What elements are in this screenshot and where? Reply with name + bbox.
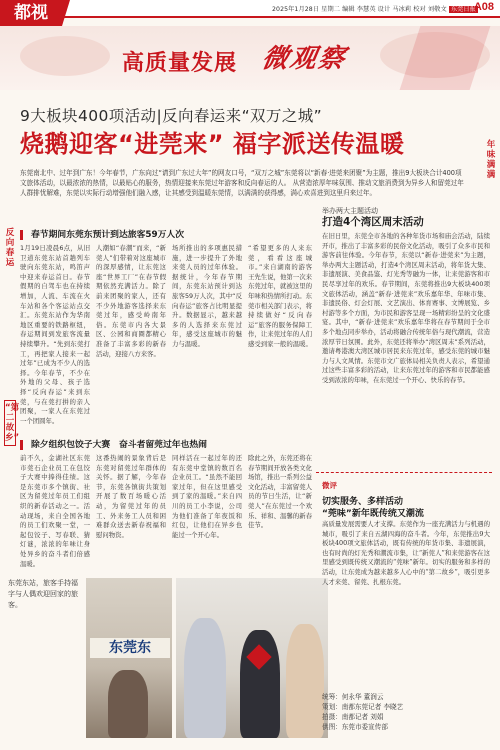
credit-line: 供图：东莞市委宣传部 (322, 723, 388, 731)
side-label-right: 年味满满 (486, 140, 496, 180)
section2-col1: 前不久，金湖社区东莞市莞石企业员工在包饺子大赛中捧得佳绩。这是东莞市多个镇街、社区为留莞过年员工们组织的新春活动之一。活动现场，来自全国各地的员工们欢聚一堂，一起包饺子、写春联、猜灯谜，浓浓的年味让身处异乡的奋斗者们倍感温暖。 (20, 454, 90, 568)
kicker: 9大板块400项活动|反向春运来“双万之城” (20, 107, 323, 125)
side-label-left: 反向春运 (5, 228, 15, 268)
section2-heading: 除夕组织包饺子大赛 奋斗者留莞过年也热闹 (20, 440, 207, 450)
lead-paragraph (20, 168, 468, 198)
photo-travelers (176, 578, 328, 738)
commentary-kicker: 切实服务、多样活动 (322, 497, 404, 507)
section-tag: 都视 (0, 0, 62, 26)
page-number: A08 (473, 1, 494, 13)
banner-stamp: 微观察 (259, 44, 349, 74)
photo-caption: 东莞东站，旅客手持福字与人偶欢迎回家的旅客。 (8, 579, 78, 609)
divider (316, 472, 492, 473)
section2-col3: 同样活在一起过年的还有东莞中堂镇的数百名企业员工。“虽然不能回家过年，但在这里感受到了家的温暖。”来自四川的员工小李说，公司为他们准备了年夜饭和红包，让他们在异乡也能过一个开心年。 (172, 454, 242, 539)
credit-line: 统筹：何永华 董润云 (322, 693, 384, 701)
banner-title: 高质量发展 (122, 46, 237, 77)
dateline-text: 2025年1月28日 星期二 编辑 李慧英 设计 马冰莉 校对 刘敬文 (272, 6, 447, 13)
person-figure (286, 624, 324, 738)
lead-text: 东莞南北中、过年到广东！今年春节，广东向过“请到广东过大年”的网友口号，“双万之城”东莞将以“新春·进莞来团聚”为主题，推出9大板块合计400项文旅体活动，以最浓浓的热情，以最贴心的服务，热情迎接来东莞过年游客和反向春运的人。 (20, 169, 462, 187)
section1-heading: 春节期间东莞东预计到达旅客59万人次 (20, 230, 184, 240)
commentary-title: “莞味”新年既传统又潮流 (322, 509, 424, 519)
section1-col4: “希望更多的人来东莞，看看这座城市。”来自湖南的游客王先生说，他第一次来东莞过年，就被这里的年味和热情所打动。东莞市相关部门表示，将持续做好“反向春运”旅客的服务保障工作，让来莞过年的人们感受到家一般的温暖。 (248, 244, 312, 348)
dateline (272, 4, 478, 13)
credit-line: 策划：南都东莞记者 李晓艺 (322, 703, 404, 711)
mascot-figure (184, 618, 226, 738)
section2-col4: 除此之外，东莞还将在春节期间开放各类文化场馆，推出一系列公益文化活动，丰富留莞人员的节日生活，让“新莞人”在东莞过一个欢乐、祥和、温馨的新春佳节。 (248, 454, 312, 530)
right-kicker: 举办两大主题活动 (322, 207, 378, 215)
credits (322, 692, 492, 732)
credit-line: 拍摄：南都记者 刘娟 (322, 713, 384, 721)
section1-col1: 1月19日凌晨6点，从旧卫道东莞东站首趟列车驶向东莞东站，鸣笛声中迎来春运首日。春节假期的自驾车也在持续增加，人流、车流在火车站和各个客运站点交汇。东莞东站作为华南地区重要的铁路枢纽，春运期间到发旅客流量持续攀升。“先到东莞打工，再把家人接来一起过年”已成为不少人的选择。今年春节，不少在外地的父母、孩子选择“反向春运”来到东莞，与在莞打拼的亲人团聚，一家人在东莞过一个团圆年。 (20, 244, 90, 425)
side-label-left-boxed: “第二故乡” (4, 400, 16, 446)
right-title: 打造4个湾区周末活动 (322, 216, 424, 228)
section2-col2: 这番热闹的景象背后是东莞对留莞过年群体的关怀。据了解，今年春节，东莞各镇街共策划开展了数百场暖心活动，为留莞过年的员工、外来务工人员和困难群众送去新春祝福和慰问物资。 (96, 454, 166, 539)
headline: 烧鹅迎客“进莞来” 福字派送传温暖 (20, 130, 405, 158)
photo-station (86, 578, 172, 738)
banner (0, 26, 500, 90)
station-sign: 东莞东 (90, 638, 170, 658)
commentary-body: 高质量发展需要人才支撑。东莞作为一座充满活力与机遇的城市，吸引了来自五湖四海的奋斗者。今年，东莞推出9大板块400项文旅体活动，既有传统的年货市集、非遗展演，也有时尚的灯光秀和潮流市集，让“新莞人”和来莞游客在这里感受到既传统又潮流的“莞味”新年。切实的服务和多样的活动，让东莞成为越来越多人心中的“第二故乡”，吸引更多人才来莞、留莞、扎根东莞。 (322, 520, 490, 586)
cloud-decoration (20, 36, 110, 76)
page-header (0, 0, 500, 23)
section1-col2: 人潮如“春潮”而来，“新莞人”们带着对这座城市的深厚感情，让东莞这座“世界工厂”在春节假期依然充满活力。除了前来团聚的家人，还有不少外地游客选择来东莞过年，感受岭南年俗。东莞市内各大景区、公园和商圈都精心准备了丰富多彩的新春活动，迎接八方来客。 (96, 244, 166, 358)
lead-text-2: 从营造浓厚年味氛围、推动文旅消费到为异乡人和留莞过年人群排忧解难，东莞以实际行动增强他们融入感，让其感受到温暖东莞情，以满满的获得感，满心欢喜进到这里归来过年。 (20, 179, 464, 197)
commentary-badge: 微评 (322, 481, 337, 490)
right-body: 在旧日里，东莞全市各地的各种年货市场和庙会活动，陆续开市，推出了丰富多彩的民俗文化活动，吸引了众多市民和游客前往体验。今年春节，东莞以“新春·进莞来”为主题，举办两大主题活动，打造4个湾区周末活动，将年货大集、非遗展演、美食品鉴、灯光秀等融为一体，让来莞游客和市民尽享过年的欢乐。春节期间，东莞将推出9大板块400项文旅体活动，涵盖“新春·进莞来”欢乐嘉年华、年味市集、非遗民俗、灯会灯展、文艺演出、体育赛事、文博展览、乡村游等多个方面，为市民和游客呈现一场精彩纷呈的文化盛宴。其中，“新春·进莞来”欢乐嘉年华将在春节期间于全市多个地点同步举办，活动将融合传统年俗与现代潮流，营造浓厚节日氛围。此外，东莞还将举办“湾区周末”系列活动，邀请粤港澳大湾区城市居民来东莞过年，感受东莞的城市魅力与人文风情。东莞市文广旅体局相关负责人表示，希望通过这些丰富多彩的活动，让来东莞过年的游客和市民都能感受到浓浓的年味，在东莞过一个开心、快乐的春节。 (322, 232, 490, 384)
section1-col3: 场所推出的多项惠民措施，进一步提升了外地来莞人员的过年体验。据统计，今年春节期间，东莞东站预计到达旅客59万人次，其中“反向春运”旅客占比明显提升。数据显示，越来越多的人选择来东莞过年，感受这座城市的魅力与温暖。 (172, 244, 242, 348)
dateline-brand: 东莞日报 (450, 6, 476, 13)
person-figure (108, 670, 148, 738)
